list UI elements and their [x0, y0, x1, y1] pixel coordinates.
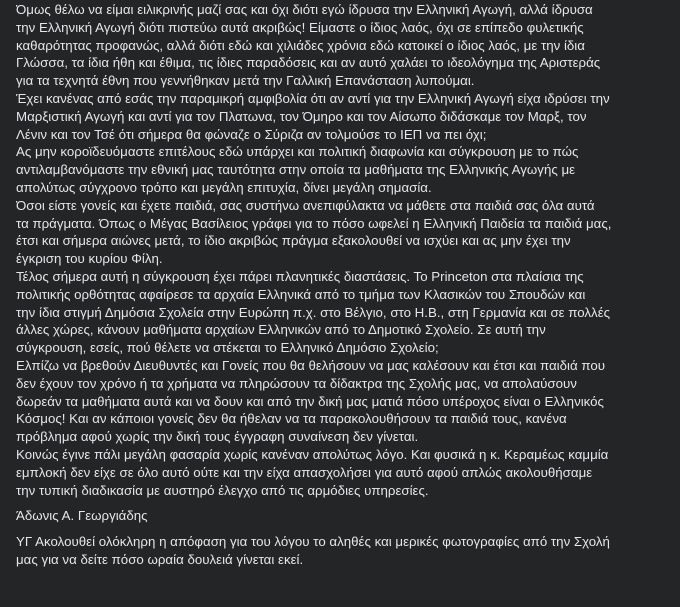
text-line: την Ελληνική Αγωγή διότι πιστεύω αυτά ακριβώς! Είμαστε ο ίδιος λαός, όχι σε επίπεδο φυλετικής: [16, 19, 584, 35]
text-line: Ελπίζω να βρεθούν Διευθυντές και Γονείς που θα θελήσουν να μας καλέσουν και έτσι και παιδιά που: [16, 357, 606, 373]
text-line: έγκριση του κυρίου Φίλη.: [16, 251, 163, 267]
text-line: Κόσμος! Και αν κάποιοι γονείς δεν θα ήθελαν να τα παρακολουθήσουν τα παιδιά τους, κανένα: [16, 411, 567, 427]
text-line: Κοινώς έγινε πάλι μεγάλη φασαρία χωρίς κανέναν απολύτως λόγο. Και φυσικά η κ. Κεραμέως καμμία: [16, 446, 609, 462]
paragraph-3: [16, 143, 674, 196]
text-line: σύγκρουση, εσείς, πού θέλετε να στέκεται το Ελληνικό Δημόσιο Σχολείο;: [16, 340, 439, 356]
text-line: πολιτικής ορθότητας αφαίρεσε τα αρχαία Ελληνικά από το τμήμα των Κλασικών του Σπουδών και: [16, 286, 586, 302]
paragraph-2: [16, 90, 674, 143]
signature-text: Άδωνις Α. Γεωργιάδης: [16, 508, 148, 524]
text-line: ΥΓ Ακολουθεί ολόκληρη η απόφαση για του λόγου το αληθές και μερικές φωτογραφίες από την Σχολή: [16, 534, 610, 550]
text-line: δεν έχουν τον χρόνο ή τα χρήματα να πληρώσουν τα δίδακτρα της Σχολής μας, να απολαύσουν: [16, 375, 577, 391]
paragraph-4: [16, 197, 674, 268]
text-line: την τυπική διαδικασία με αυστηρό έλεγχο από τις αρμόδιες υπηρεσίες.: [16, 482, 429, 498]
spacer: [16, 525, 674, 533]
postscript: [16, 533, 674, 569]
text-line: Όσοι είστε γονείς και έχετε παιδιά, σας συστήνω ανεπιφύλακτα να μάθετε στα παιδιά σας όλα αυτά: [16, 197, 595, 213]
text-line: έτσι και σήμερα αιώνες μετά, το ίδιο ακριβώς πράγμα εξακολουθεί να ισχύει και ας μην έχει την: [16, 233, 571, 249]
text-line: Ας μην κοροϊδευόμαστε επιτέλους εδώ υπάρχει και πολιτική διαφωνία και σύγκρουση με το πώς: [16, 144, 579, 160]
text-line: Όμως θέλω να είμαι ειλικρινής μαζί σας και όχι διότι εγώ ίδρυσα την Ελληνική Αγωγή, αλλά ίδρυσα: [16, 2, 593, 17]
text-line: άλλες χώρες, κάνουν μαθήματα αρχαίων Ελληνικών από το Δημοτικό Σχολείο. Σε αυτή την: [16, 322, 546, 338]
text-line: Έχει κανένας από εσάς την παραμικρή αμφιβολία ότι αν αντί για την Ελληνική Αγωγή είχα ιδρύσει την: [16, 90, 610, 106]
text-line: την ίδια στιγμή Δημόσια Σχολεία στην Ευρώπη π.χ. στο Βέλγιο, στο Η.Β., στη Γερμανία και σε πολλές: [16, 304, 611, 320]
text-line: Γλώσσα, τα ίδια ήθη και έθιμα, τις ίδιες παραδόσεις και αν αυτό χαλάει το ιδεολόγημα της Αριστεράς: [16, 55, 601, 71]
text-line: Μαρξιστική Αγωγή και αντί για τον Πλατωνα, τον Όμηρο και τον Αίσωπο διδάσκαμε τον Μαρξ, τον: [16, 108, 587, 124]
text-line: Τέλος σήμερα αυτή η σύγκρουση έχει πάρει πλανητικές διαστάσεις. Το Princeton στα πλαίσια της: [16, 268, 584, 284]
text-line: δωρεάν τα μαθήματα αυτά και να δουν και από την δική μας ματιά πόσο υπέροχος είναι ο Ελληνικός: [16, 393, 604, 409]
text-line: απολύτως σύγχρονο τρόπο και μεγάλη επιτυχία, δίνει μεγάλη σημασία.: [16, 179, 432, 195]
paragraph-1: [16, 1, 674, 90]
signature: [16, 507, 674, 525]
paragraph-5: [16, 268, 674, 357]
text-line: αντιλαμβανόμαστε την εθνική μας ταυτότητα στην οποία τα μαθήματα της Ελληνικής Αγωγής με: [16, 162, 576, 178]
post-text: [16, 1, 674, 499]
text-line: Λένιν και τον Τσέ ότι σήμερα θα φώναζε ο Σύριζα αν τολμούσε το ΙΕΠ να πει όχι;: [16, 126, 487, 142]
text-line: πρόβλημα αφού χωρίς την δική τους έγγραφη συναίνεση δεν γίνεται.: [16, 429, 419, 445]
paragraph-7: [16, 446, 674, 499]
text-line: για τα τεχνητά έθνη που γεννήθηκαν μετά την Γαλλική Επανάσταση λυπούμαι.: [16, 73, 475, 89]
text-line: μας για να δείτε πόσο ωραία δουλειά γίνεται εκεί.: [16, 551, 304, 567]
text-line: καθαρότητας προφανώς, αλλά διότι εδώ και χιλιάδες χρόνια εδώ κατοικεί ο ίδιος λαός, με την ίδια: [16, 37, 585, 53]
spacer: [16, 499, 674, 507]
text-line: εμπλοκή δεν είχε σε όλο αυτό ούτε και την είχα απασχολήσει για αυτό αφού απλώς ακολουθήσαμε: [16, 464, 593, 480]
paragraph-6: [16, 357, 674, 446]
text-line: τα πράγματα. Όπως ο Μέγας Βασίλειος γράφει για το πόσο ωφελεί η Ελληνική Παιδεία τα παιδιά μας,: [16, 215, 612, 231]
